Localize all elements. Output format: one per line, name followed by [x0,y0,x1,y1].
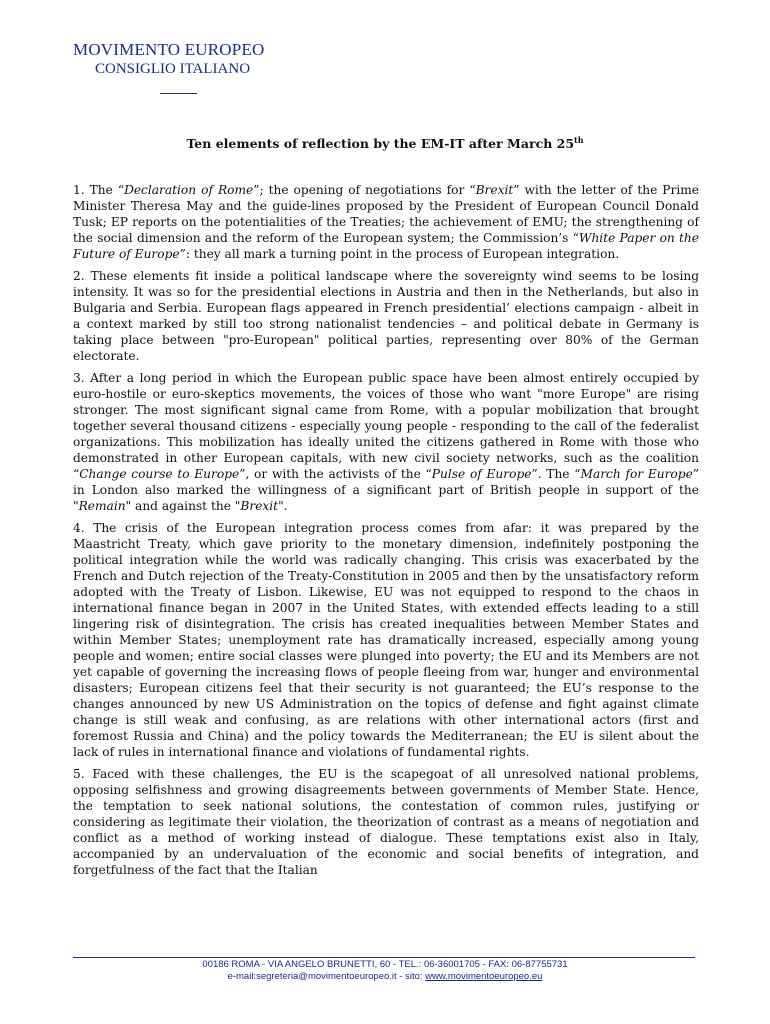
italic-run: Brexit [475,183,514,197]
document-body [73,182,699,884]
org-subname: CONSIGLIO ITALIANO [95,61,251,77]
footer [0,959,770,983]
footer-address: 00186 ROMA - VIA ANGELO BRUNETTI, 60 - TEL.: 06-36001705 - FAX: 06-87755731 [202,959,568,970]
text-run: ". [278,499,288,513]
text-run: ”; the opening of negotiations for “ [253,183,476,197]
italic-run: Declaration of Rome [124,183,254,197]
italic-run: Remain [78,499,126,513]
italic-run: White Paper on the Future of Europe [73,231,699,261]
footer-email: e-mail:segreteria@movimentoeuropeo.it - sito: [227,971,426,982]
text-run: ”. The “ [531,467,581,481]
text-run: ” in London also marked the willingness of a significant part of British people in support of the " [73,467,700,513]
paragraph-3 [73,370,699,514]
footer-contact [0,971,770,983]
title-suffix: th [574,134,584,145]
website-link[interactable]: www.movimentoeuropeo.eu [425,971,543,982]
text-run: 1. The “ [73,183,125,197]
italic-run: Pulse of Europe [431,467,532,481]
text-run: ” with the letter of the Prime Minister Theresa May and the guide-lines proposed by the President of European Council Donald Tusk; EP reports on the potentialities of the Treaties; the achievement of EMU; the strengthening of the social dimension and the reform of the European system; the Commission’s “ [73,183,699,245]
paragraph-2: 2. These elements fit inside a political landscape where the sovereignty wind seems to be losing intensity. It was so for the presidential elections in Austria and then in the Netherlands, but also in Bulgaria and Serbia. European flags appeared in French presidential’ elections campaign - albeit in a context marked by still too strong nationalist tendencies – and political debate in Germany is taking place between "pro-European" political parties, representing over 80% of the German electorate. [73,269,699,363]
letterhead [73,40,265,78]
paragraph-4: 4. The crisis of the European integration process comes from afar: it was prepared by the Maastricht Treaty, which gave priority to the monetary dimension, indefinitely postponing the political integration while the world was radically changing. This crisis was exacerbated by the French and Dutch rejection of the Treaty-Constitution in 2005 and then by the unsatisfactory reform adopted with the Treaty of Lisbon. Likewise, EU was not equipped to respond to the chaos in international finance began in 2007 in the United States, with extended effects leading to a still lingering risk of disintegration. The crisis has created inequalities between Member States and within Member States; unemployment rate has dramatically increased, especially among young people and women; entire social classes were plunged into poverty; the EU and its Members are not yet capable of governing the increasing flows of people fleeing from war, hunger and environmental disasters; European citizens feel that their security is not guaranteed; the EU’s response to the changes announced by new US Administration on the topics of defense and fight against climate change is still weak and confusing, as are relations with other international actors (first and foremost Russia and China) and the policy towards the Mediterranean; the EU is silent about the lack of rules in international finance and violations of fundamental rights. [73,521,699,759]
document-title [0,136,770,151]
paragraph-5: 5. Faced with these challenges, the EU is the scapegoat of all unresolved national problems, opposing selfishness and growing disagreements between governments of Member State. Hence, the temptation to seek national solutions, the contestation of common rules, justifying or considering as legitimate their violation, the theorization of contrast as a means of negotiation and conflict as a method of working instead of dialogue. These temptations exist also in Italy, accompanied by an undervaluation of the economic and social benefits of integration, and forgetfulness of the fact that the Italian [73,767,699,877]
title-text: Ten elements of reflection by the EM-IT after March 25 [186,136,575,151]
italic-run: Change course to Europe [79,467,240,481]
paragraph-1 [73,182,699,262]
italic-run: March for Europe [580,467,693,481]
text-run: ”, or with the activists of the “ [239,467,432,481]
text-run: 3. After a long period in which the European public space have been almost entirely occupied by euro-hostile or euro-skeptics movements, the voices of those who want "more Europe" are rising stronger. The most significant signal came from Rome, with a popular mobilization that brought together several thousand citizens - especially young people - responding to the call of the federalist organizations. This mobilization has ideally united the citizens gathered in Rome with those who demonstrated in other European capitals, with new civil society networks, such as the coalition “ [73,371,699,481]
text-run: ”: they all mark a turning point in the process of European integration. [179,247,620,261]
org-name: MOVIMENTO EUROPEO [73,40,265,59]
text-run: " and against the " [125,499,241,513]
italic-run: Brexit [240,499,279,513]
letterhead-divider [160,93,197,94]
footer-divider [73,957,695,958]
